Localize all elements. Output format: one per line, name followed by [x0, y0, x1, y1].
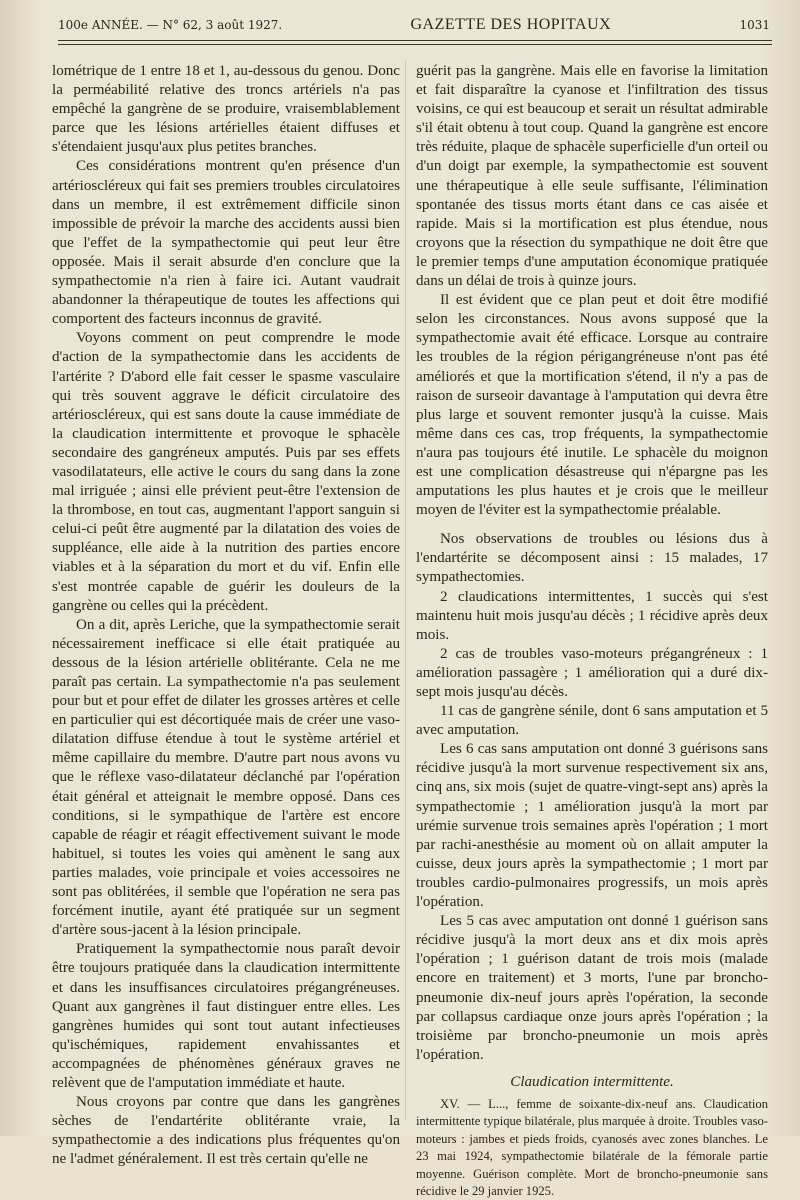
paragraph: 11 cas de gangrène sénile, dont 6 sans amputation et 5 avec amputation.	[416, 703, 768, 739]
case-report: XV. — L..., femme de soixante-dix-neuf ans. Claudication intermittente typique bilatérale, plus marquée à droite. Troubles vaso-moteurs : jambes et pieds froids, cyanosés avec zones blanches. Le 23 mai 1924, sympathectomie bilatérale de la fémorale partie moyenne. Guérison complète. Mort de broncho-pneumonie sans récidive le 29 janvier 1925.	[416, 1096, 768, 1198]
paragraph: 2 claudications intermittentes, 1 succès qui s'est maintenu huit mois jusqu'au décès ; 1 récidive après deux mois.	[416, 588, 768, 643]
page-number: 1031	[739, 18, 770, 32]
paragraph: Voyons comment on peut comprendre le mode d'action de la sympathectomie dans les accidents de l'artérite ? D'abord elle fait cesser le spasme vasculaire qui très souvent aggrave le déficit circulatoire des artérioscléreux, qui est sans doute la cause immédiate de la claudication intermittente et provoque le sphacèle secondaire des gangréneux amputés. Puis par ses effets vasodilatateurs, elle active le cours du sang dans la zone mal irriguée ; ainsi elle prévient peut-être l'extension de la thrombose, en tout cas, augmentant l'apport sanguin si celui-ci peût être augmenté par la dilatation des voies de suppléance, elle aide à la nutrition des parties encore viables et à la séparation du mort et du vif. Enfin elle s'est montrée capable de guérir les douleurs de la gangrène ou celles qui la précèdent.	[52, 330, 400, 614]
paragraph: Nos observations de troubles ou lésions dus à l'endartérite se décomposent ainsi : 15 malades, 17 sympathectomies.	[416, 531, 768, 586]
paragraph: Les 6 cas sans amputation ont donné 3 guérisons sans récidive jusqu'à la mort survenue respectivement six ans, cinq ans, six mois (sujet de quatre-vingt-sept ans) après la sympathectomie ; 1 amélioration jusqu'à la mort par urémie survenue trois semaines après l'opération ; 1 mort par rachi-anesthésie au moment où on allait amputer la cuisse, deux jours après la sympathectomie ; 1 mort par troubles cardio-pulmonaires progressifs, un mois après l'opération.	[416, 741, 768, 911]
header-rule-bottom	[58, 44, 772, 45]
journal-title: GAZETTE DES HOPITAUX	[410, 16, 612, 33]
issue-info: 100e ANNÉE. — N° 62, 3 août 1927.	[58, 18, 283, 32]
paragraph: Nous croyons par contre que dans les gangrènes sèches de l'endartérite oblitérante vraie, la sympathectomie a des indications plus fréquentes qu'on ne l'admet généralement. Il est très certain qu'elle ne	[52, 1094, 400, 1168]
right-column	[416, 62, 768, 1200]
paragraph: guérit pas la gangrène. Mais elle en favorise la limitation et fait disparaître la cyanose et l'infiltration des tissus voisins, ce qui est beaucoup et serait un résultat admirable s'il était obtenu à tout coup. Quand la gangrène est encore très réduite, plaque de sphacèle superficielle d'un orteil ou d'un doigt par exemple, la sympathectomie est souvent une thérapeutique à elle seule suffisante, l'élimination spontanée des tissus morts étant dans ce cas aisée et rapide. Mais si la mortification est plus étendue, nous croyons que la résection du sympathique ne doit être que le premier temps d'une amputation économique pratiquée dans un délai de trois à quinze jours.	[416, 63, 768, 290]
paragraph: lométrique de 1 entre 18 et 1, au-dessous du genou. Donc la perméabilité relative des troncs artériels n'a pas empêché la gangrène de se produire, vraisemblablement parce que les lésions artérielles étaient diffuses et s'étendaient jusqu'aux plus petites branches.	[52, 63, 400, 156]
page-header	[58, 16, 770, 38]
paragraph: Ces considérations montrent qu'en présence d'un artérioscléreux qui fait ses premiers troubles circulatoires dans un membre, il est extrêmement difficile sinon impossible de prévoir la marche des accidents aussi bien que l'effet de la sympathectomie qui peut leur être opposée. Mais il serait absurde d'en conclure que la sympathectomie n'a rien à faire ici. Autant vaudrait abandonner la thérapeutique de toutes les affections qui comportent des facteurs inconnus de gravité.	[52, 158, 400, 328]
paragraph: On a dit, après Leriche, que la sympathectomie serait nécessairement inefficace si elle était pratiquée au dessous de la lésion artérielle oblitérante. Cela ne me paraît pas certain. La sympathectomie n'a pas seulement pour but et pour effet de dilater les grosses artères et celle en particulier qui est décortiquée mais de créer une vaso-dilatation diffuse étendue à tout le système artériel et même capillaire du membre. D'autre part nous avons vu que le réflexe vaso-dilatateur déclanché par l'opération était général et atteignait le membre opposé. Dans ces conditions, si le sympathique de l'artère est encore capable de réagir et réagit effectivement suivant le mode habituel, si toutes les voies qui amènent le sang aux parties malades, voie principale et voies accessoires ne sont pas oblitérées, il semble que l'opération ne sera pas forcément inutile, ayant été pratiquée sur un segment d'artère sous-jacent à la lésion principale.	[52, 616, 400, 939]
header-rule-top	[58, 40, 772, 41]
column-divider	[405, 60, 406, 1120]
left-column	[52, 62, 400, 1169]
paragraph: Pratiquement la sympathectomie nous paraît devoir être toujours pratiquée dans la claudication intermittente et dans les insuffisances circulatoires prégangréneuses. Quant aux gangrènes il faut distinguer entre elles. Les gangrènes humides qui sont tout autant infectieuses qu'ischémiques, rapidement envahissantes et accompagnées de phénomènes généraux graves ne relèvent que de l'amputation immédiate et haute.	[52, 941, 400, 1091]
paragraph: Les 5 cas avec amputation ont donné 1 guérison sans récidive jusqu'à la mort deux ans et dix mois après l'opération ; 1 guérison datant de trois mois (malade encore en traitement) et 3 morts, l'une par broncho-pneumonie dix-neuf jours après l'opération, la seconde par collapsus cardiaque onze jours après l'opération ; la troisième par broncho-pneumonie un mois après l'opération.	[416, 913, 768, 1063]
paragraph: Il est évident que ce plan peut et doit être modifié selon les circonstances. Nous avons supposé que la sympathectomie avait été efficace. Lorsque au contraire les troubles de la région périgangréneuse n'ont pas été améliorés et que la mortification s'étend, il n'y a pas de raison de surseoir davantage à l'amputation qui devra être plus large et souvent remonter jusqu'à la cuisse. Mais même dans ces cas, trop fréquents, la sympathectomie n'aura pas toujours été inutile. Le sphacèle du moignon est une complication désastreuse qui n'épargne pas les amputations les plus hautes et je crois que le meilleur moyen de l'éviter est la sympathectomie préalable.	[416, 292, 768, 519]
section-heading: Claudication intermittente.	[510, 1073, 674, 1090]
paragraph: 2 cas de troubles vaso-moteurs prégangréneux : 1 amélioration passagère ; 1 amélioration qui a duré dix-sept mois jusqu'au décès.	[416, 645, 768, 700]
